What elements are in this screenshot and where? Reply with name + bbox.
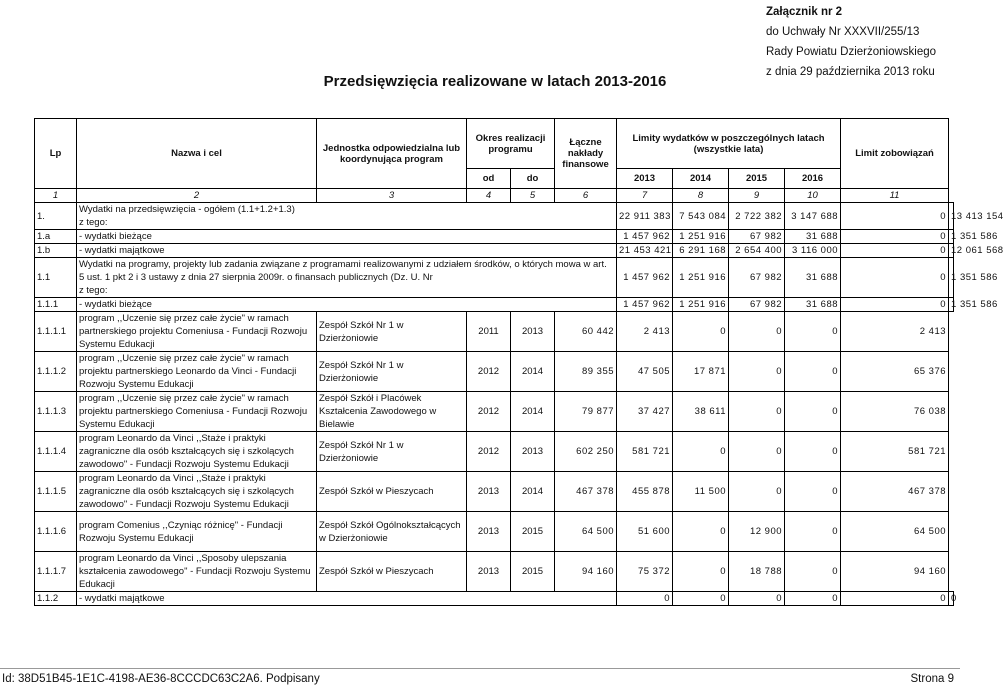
- row-value: 22 911 383: [617, 203, 673, 230]
- col-2013: 2013: [617, 169, 673, 189]
- program-name: program Comenius ,,Czyniąc różnicę" - Fundacji Rozwoju Systemu Edukacji: [77, 512, 317, 552]
- index-row: [35, 189, 954, 203]
- row-value: 51 600: [617, 512, 673, 552]
- index-cell: 6: [555, 189, 617, 203]
- index-cell: 2: [77, 189, 317, 203]
- program-name: program Leonardo da Vinci ,,Staże i praktyki zagraniczne dla osób kształcących się i szkolących zawodowo" - Fundacji Rozwoju Systemu Edukacji: [77, 432, 317, 472]
- row-value: 1 457 962: [617, 258, 673, 298]
- row-lp: 1.1.1.2: [35, 352, 77, 392]
- program-end: 2015: [511, 552, 555, 592]
- row-value: 2 413: [841, 312, 949, 352]
- row-value: 0: [785, 472, 841, 512]
- row-name: - wydatki bieżące: [77, 230, 617, 244]
- program-start: 2013: [467, 512, 511, 552]
- row-value: 0: [785, 312, 841, 352]
- program-name: program ,,Uczenie się przez całe życie" w ramach partnerskiego projektu Comeniusa - Fundacji Rozwoju Systemu Edukacji: [77, 312, 317, 352]
- row-value: 12 900: [729, 512, 785, 552]
- row-value: 2 654 400: [729, 244, 785, 258]
- annex-council: Rady Powiatu Dzierżoniowskiego: [766, 46, 937, 58]
- row-value: 47 505: [617, 352, 673, 392]
- row-value: 0: [785, 592, 841, 606]
- row-value: 0: [729, 472, 785, 512]
- row-value: 3 116 000: [785, 244, 841, 258]
- row-value: 0: [785, 512, 841, 552]
- row-value: 75 372: [617, 552, 673, 592]
- annex-resolution: do Uchwały Nr XXXVII/255/13: [766, 26, 920, 38]
- row-value: 31 688: [785, 298, 841, 312]
- row-name: Wydatki na przedsięwzięcia - ogółem (1.1+1.2+1.3) z tego:: [77, 203, 617, 230]
- row-value: 13 413 154: [949, 203, 954, 230]
- index-cell: 8: [673, 189, 729, 203]
- program-unit: Zespół Szkół i Placówek Kształcenia Zawodowego w Bielawie: [317, 392, 467, 432]
- program-unit: Zespół Szkół w Pieszycach: [317, 552, 467, 592]
- row-lp: 1.1.1.3: [35, 392, 77, 432]
- row-value: 7 543 084: [673, 203, 729, 230]
- row-value: 0: [617, 592, 673, 606]
- row-value: 1 457 962: [617, 298, 673, 312]
- row-value: 21 453 421: [617, 244, 673, 258]
- index-cell: 10: [785, 189, 841, 203]
- row-value: 0: [785, 392, 841, 432]
- program-unit: Zespół Szkół Nr 1 w Dzierżoniowie: [317, 432, 467, 472]
- row-lp: 1.1: [35, 258, 77, 298]
- program-row: [35, 512, 954, 552]
- program-end: 2013: [511, 312, 555, 352]
- program-start: 2013: [467, 472, 511, 512]
- row-value: 1 351 586: [949, 230, 954, 244]
- row-value: 1 351 586: [949, 298, 954, 312]
- row-value: 0: [729, 352, 785, 392]
- program-row: [35, 352, 954, 392]
- summary-row: [35, 244, 954, 258]
- col-nazwa: Nazwa i cel: [77, 119, 317, 189]
- row-value: 6 291 168: [673, 244, 729, 258]
- summary-row: [35, 203, 954, 230]
- program-unit: Zespół Szkół Nr 1 w Dzierżoniowie: [317, 352, 467, 392]
- row-value: 94 160: [841, 552, 949, 592]
- row-value: 1 251 916: [673, 230, 729, 244]
- summary-row: [35, 258, 954, 298]
- row-lp: 1.: [35, 203, 77, 230]
- col-2015: 2015: [729, 169, 785, 189]
- summary-row: [35, 298, 954, 312]
- program-row: [35, 552, 954, 592]
- row-value: 89 355: [555, 352, 617, 392]
- row-value: 0: [673, 312, 729, 352]
- row-value: 79 877: [555, 392, 617, 432]
- row-lp: 1.b: [35, 244, 77, 258]
- row-value: 1 251 916: [673, 298, 729, 312]
- row-value: 67 982: [729, 298, 785, 312]
- col-laczne: Łączne nakłady finansowe: [555, 119, 617, 189]
- row-value: 0: [729, 592, 785, 606]
- index-cell: 9: [729, 189, 785, 203]
- row-value: 18 788: [729, 552, 785, 592]
- col-2016: 2016: [785, 169, 841, 189]
- page-number: Strona 9: [910, 673, 954, 685]
- row-value: 1 351 586: [949, 258, 954, 298]
- program-row: [35, 472, 954, 512]
- summary-row: [35, 230, 954, 244]
- row-value: 467 378: [841, 472, 949, 512]
- program-name: program Leonardo da Vinci ,,Sposoby ulepszania kształcenia zawodowego" - Fundacji Rozwoju Systemu Edukacji: [77, 552, 317, 592]
- row-value: 0: [841, 592, 949, 606]
- row-value: 0: [785, 432, 841, 472]
- index-cell: 11: [841, 189, 949, 203]
- page-title: Przedsięwzięcia realizowane w latach 2013-2016: [323, 73, 667, 90]
- program-unit: Zespół Szkół Ogólnokształcących w Dzierżoniowie: [317, 512, 467, 552]
- row-value: 602 250: [555, 432, 617, 472]
- col-do: do: [511, 169, 555, 189]
- row-name: - wydatki majątkowe: [77, 592, 617, 606]
- row-lp: 1.1.1.4: [35, 432, 77, 472]
- row-value: 76 038: [841, 392, 949, 432]
- annex-date: z dnia 29 października 2013 roku: [766, 66, 935, 78]
- row-value: 0: [841, 244, 949, 258]
- annex-header: [766, 2, 936, 82]
- row-value: 467 378: [555, 472, 617, 512]
- row-name: Wydatki na programy, projekty lub zadania związane z programami realizowanymi z udziałem środków, o których mowa w art. 5 ust. 1 pkt 2 i 3 ustawy z dnia 27 sierpnia 2009r. o finansach publicznych (Dz. U. Nr z tego:: [77, 258, 617, 298]
- program-start: 2012: [467, 352, 511, 392]
- row-value: 11 500: [673, 472, 729, 512]
- row-value: 0: [949, 592, 954, 606]
- summary-row: [35, 592, 954, 606]
- program-name: program Leonardo da Vinci ,,Staże i praktyki zagraniczne dla osób kształcących się i szkolących zawodowo" - Fundacji Rozwoju Systemu Edukacji: [77, 472, 317, 512]
- program-end: 2013: [511, 432, 555, 472]
- col-limity: Limity wydatków w poszczególnych latach (wszystkie lata): [617, 119, 841, 169]
- col-lp: Lp: [35, 119, 77, 189]
- program-row: [35, 432, 954, 472]
- row-value: 64 500: [841, 512, 949, 552]
- col-2014: 2014: [673, 169, 729, 189]
- program-start: 2011: [467, 312, 511, 352]
- row-value: 0: [673, 552, 729, 592]
- row-lp: 1.a: [35, 230, 77, 244]
- row-value: 2 722 382: [729, 203, 785, 230]
- index-cell: 3: [317, 189, 467, 203]
- row-value: 67 982: [729, 230, 785, 244]
- row-value: 65 376: [841, 352, 949, 392]
- footer-divider: [0, 668, 960, 669]
- row-value: 0: [841, 203, 949, 230]
- row-value: 3 147 688: [785, 203, 841, 230]
- row-value: 17 871: [673, 352, 729, 392]
- program-start: 2013: [467, 552, 511, 592]
- row-value: 0: [729, 312, 785, 352]
- row-value: 2 413: [617, 312, 673, 352]
- program-end: 2014: [511, 472, 555, 512]
- index-cell: 4: [467, 189, 511, 203]
- program-unit: Zespół Szkół Nr 1 w Dzierżoniowie: [317, 312, 467, 352]
- program-unit: Zespół Szkół w Pieszycach: [317, 472, 467, 512]
- row-value: 0: [729, 432, 785, 472]
- row-value: 67 982: [729, 258, 785, 298]
- row-value: 1 251 916: [673, 258, 729, 298]
- col-jednostka: Jednostka odpowiedzialna lub koordynująca program: [317, 119, 467, 189]
- index-cell: 7: [617, 189, 673, 203]
- index-cell: 5: [511, 189, 555, 203]
- program-row: [35, 392, 954, 432]
- col-limit-zobowiazan: Limit zobowiązań: [841, 119, 949, 189]
- row-name: - wydatki majątkowe: [77, 244, 617, 258]
- row-value: 1 457 962: [617, 230, 673, 244]
- row-value: 0: [841, 258, 949, 298]
- row-value: 455 878: [617, 472, 673, 512]
- row-value: 0: [673, 512, 729, 552]
- row-value: 0: [673, 432, 729, 472]
- program-end: 2014: [511, 392, 555, 432]
- index-cell: 1: [35, 189, 77, 203]
- row-value: 94 160: [555, 552, 617, 592]
- row-value: 581 721: [841, 432, 949, 472]
- budget-table: [34, 118, 1004, 606]
- row-value: 0: [785, 552, 841, 592]
- row-value: 0: [841, 230, 949, 244]
- annex-number: Załącznik nr 2: [766, 6, 843, 18]
- row-value: 0: [841, 298, 949, 312]
- row-lp: 1.1.1.7: [35, 552, 77, 592]
- program-start: 2012: [467, 392, 511, 432]
- row-value: 31 688: [785, 258, 841, 298]
- program-start: 2012: [467, 432, 511, 472]
- program-row: [35, 312, 954, 352]
- row-value: 60 442: [555, 312, 617, 352]
- program-end: 2014: [511, 352, 555, 392]
- row-value: 0: [673, 592, 729, 606]
- row-value: 31 688: [785, 230, 841, 244]
- row-name: - wydatki bieżące: [77, 298, 617, 312]
- row-value: 12 061 568: [949, 244, 954, 258]
- row-value: 0: [729, 392, 785, 432]
- row-lp: 1.1.1.6: [35, 512, 77, 552]
- col-okres: Okres realizacji programu: [467, 119, 555, 169]
- program-name: program ,,Uczenie się przez całe życie" w ramach projektu partnerskiego Comeniusa - Fundacji Rozwoju Systemu Edukacji: [77, 392, 317, 432]
- row-lp: 1.1.1: [35, 298, 77, 312]
- row-value: 64 500: [555, 512, 617, 552]
- row-value: 0: [785, 352, 841, 392]
- program-end: 2015: [511, 512, 555, 552]
- row-value: 37 427: [617, 392, 673, 432]
- row-lp: 1.1.1.1: [35, 312, 77, 352]
- row-lp: 1.1.2: [35, 592, 77, 606]
- program-name: program ,,Uczenie się przez całe życie" w ramach projektu partnerskiego Leonardo da Vinci - Fundacji Rozwoju Systemu Edukacji: [77, 352, 317, 392]
- document-id: Id: 38D51B45-1E1C-4198-AE36-8CCCDC63C2A6. Podpisany: [2, 673, 320, 685]
- row-lp: 1.1.1.5: [35, 472, 77, 512]
- col-od: od: [467, 169, 511, 189]
- row-value: 38 611: [673, 392, 729, 432]
- row-value: 581 721: [617, 432, 673, 472]
